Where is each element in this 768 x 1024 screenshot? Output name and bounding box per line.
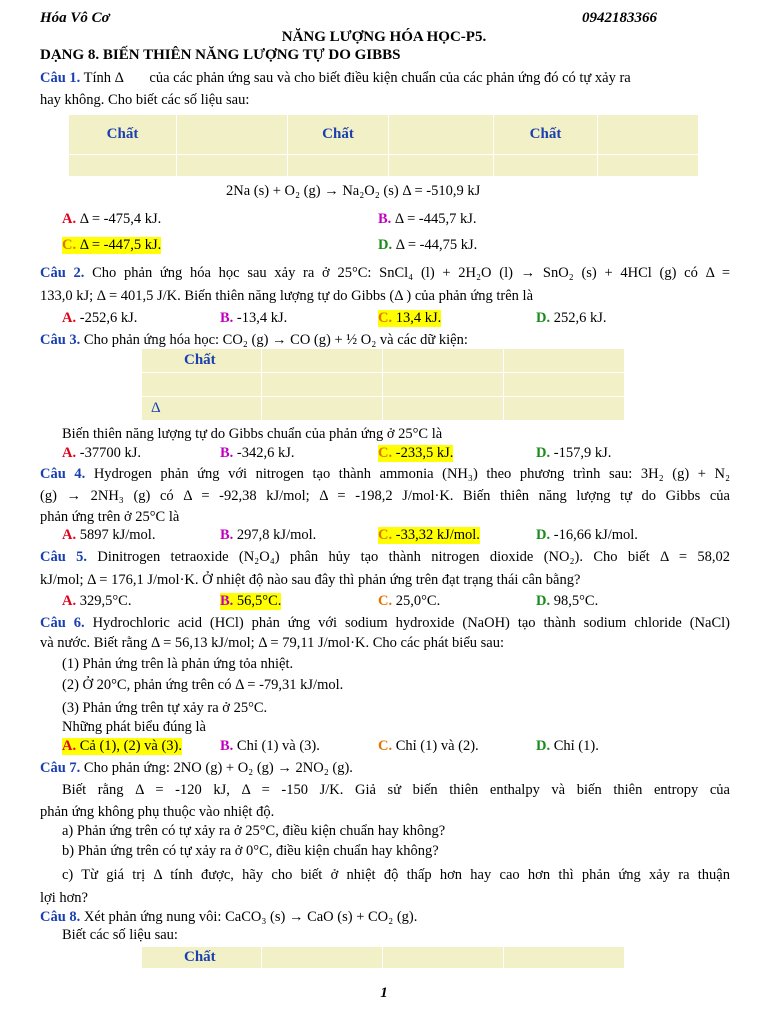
q3-line1: Câu 3. Cho phản ứng hóa học: CO₂ (g) → CO (g) + ½ O₂ và các dữ kiện: xyxy=(40,332,468,348)
q7-part-a: a) Phản ứng trên có tự xảy ra ở 25°C, điều kiện chuẩn hay không? xyxy=(62,823,446,839)
q4-option-b: B. 297,8 kJ/mol. xyxy=(220,527,317,543)
q6-statement-2: (2) Ở 20°C, phản ứng trên có Δ = -79,31 kJ/mol. xyxy=(62,677,344,693)
q4-option-a: A. 5897 kJ/mol. xyxy=(62,527,156,543)
q8-table-header: Chất xyxy=(142,947,262,969)
q5-option-d: D. 98,5°C. xyxy=(536,593,599,609)
q1-data-table xyxy=(68,114,699,177)
header-phone: 0942183366 xyxy=(582,10,657,26)
q7-line3: phản ứng không phụ thuộc vào nhiệt độ. xyxy=(40,804,275,820)
q7-part-b: b) Phản ứng trên có tự xảy ra ở 0°C, điều kiện chuẩn hay không? xyxy=(62,843,439,859)
q3-option-a: A. -37700 kJ. xyxy=(62,445,141,461)
q6-option-b: B. Chỉ (1) và (3). xyxy=(220,738,320,754)
q8-line1: Câu 8. Xét phản ứng nung vôi: CaCO₃ (s) → CaO (s) + CO₂ (g). xyxy=(40,909,418,925)
q2-option-d: D. 252,6 kJ. xyxy=(536,310,607,326)
q3-option-b: B. -342,6 kJ. xyxy=(220,445,295,461)
q3-option-d: D. -157,9 kJ. xyxy=(536,445,612,461)
q2-option-b: B. -13,4 kJ. xyxy=(220,310,288,326)
q1-line2: hay không. Cho biết các số liệu sau: xyxy=(40,92,250,108)
q1-table-header-3: Chất xyxy=(494,115,598,155)
q3-table-delta: Δ xyxy=(142,397,262,421)
q5-option-b: B. 56,5°C. xyxy=(220,593,282,609)
q5-option-a: A. 329,5°C. xyxy=(62,593,132,609)
q4-line1: Câu 4. Hydrogen phản ứng với nitrogen tạo thành ammonia (NH₃) theo phương trình sau: 3H₂ (g) + N₂ xyxy=(40,466,730,482)
q4-line3: phản ứng trên ở 25°C là xyxy=(40,509,180,525)
q1-option-b: B. Δ = -445,7 kJ. xyxy=(378,211,477,227)
q6-option-a: A. Cả (1), (2) và (3). xyxy=(62,738,182,754)
q8-data-table xyxy=(141,946,625,969)
q7-part-c-cont: lợi hơn? xyxy=(40,890,88,906)
q2-line1: Câu 2. Cho phản ứng hóa học sau xảy ra ở 25°C: SnCl₄ (l) + 2H₂O (l) → SnO₂ (s) + 4HCl (g) có Δ = xyxy=(40,265,730,281)
q2-line2: 133,0 kJ; Δ = 401,5 J/K. Biến thiên năng lượng tự do Gibbs (Δ ) của phản ứng trên là xyxy=(40,288,534,304)
q1-reaction: 2Na (s) + O₂ (g) → Na₂O₂ (s) Δ = -510,9 kJ xyxy=(226,183,481,199)
q4-option-d: D. -16,66 kJ/mol. xyxy=(536,527,638,543)
q4-option-c: C. -33,32 kJ/mol. xyxy=(378,527,480,543)
q2-option-a: A. -252,6 kJ. xyxy=(62,310,138,326)
q7-part-c: c) Từ giá trị Δ tính được, hãy cho biết ở nhiệt độ thấp hơn hay cao hơn thì phản ứng xảy ra thuận xyxy=(62,867,730,883)
q5-option-c: C. 25,0°C. xyxy=(378,593,441,609)
q1-table-header-1: Chất xyxy=(69,115,177,155)
q3-data-table xyxy=(141,348,625,421)
q3-line2: Biến thiên năng lượng tự do Gibbs chuẩn của phản ứng ở 25°C là xyxy=(62,426,443,442)
q6-statement-3: (3) Phản ứng trên tự xảy ra ở 25°C. xyxy=(62,700,268,716)
page-number: 1 xyxy=(380,985,388,1001)
q3-option-c: C. -233,5 kJ. xyxy=(378,445,454,461)
header-subject: Hóa Vô Cơ xyxy=(40,10,110,26)
page-title: NĂNG LƯỢNG HÓA HỌC-P5. xyxy=(281,29,487,45)
q6-line1: Câu 6. Hydrochloric acid (HCl) phản ứng với sodium hydroxide (NaOH) tạo thành sodium chloride (NaCl) xyxy=(40,615,730,631)
q5-line1: Câu 5. Dinitrogen tetraoxide (N₂O₄) phân hủy tạo thành nitrogen dioxide (NO₂). Cho biết Δ = 58,02 xyxy=(40,549,730,565)
q8-line2: Biết các số liệu sau: xyxy=(62,927,178,943)
q1-option-a: A. Δ = -475,4 kJ. xyxy=(62,211,162,227)
q3-table-header: Chất xyxy=(142,349,262,373)
q1-option-d: D. Δ = -44,75 kJ. xyxy=(378,237,478,253)
q1-line1: Câu 1. Tính Δ của các phản ứng sau và cho biết điều kiện chuẩn của các phản ứng đó có tự xảy ra xyxy=(40,70,631,86)
section-title: DẠNG 8. BIẾN THIÊN NĂNG LƯỢNG TỰ DO GIBBS xyxy=(40,47,401,63)
q1-table-header-2: Chất xyxy=(288,115,389,155)
q7-line1: Câu 7. Cho phản ứng: 2NO (g) + O₂ (g) → 2NO₂ (g). xyxy=(40,760,353,776)
q6-statement-1: (1) Phản ứng trên là phản ứng tỏa nhiệt. xyxy=(62,656,294,672)
q4-line2: (g) → 2NH₃ (g) có Δ = -92,38 kJ/mol; Δ = -198,2 J/mol·K. Biến thiên năng lượng tự do Gibbs của xyxy=(40,488,730,504)
q6-statement-prompt: Những phát biểu đúng là xyxy=(62,719,206,735)
q5-line2: kJ/mol; Δ = 176,1 J/mol·K. Ở nhiệt độ nào sau đây thì phản ứng trên đạt trạng thái cân bằng? xyxy=(40,572,581,588)
q7-line2: Biết rằng Δ = -120 kJ, Δ = -150 J/K. Giả sử biến thiên enthalpy và biến thiên entropy của xyxy=(62,782,730,798)
q6-option-c: C. Chỉ (1) và (2). xyxy=(378,738,479,754)
q6-option-d: D. Chỉ (1). xyxy=(536,738,599,754)
q2-option-c: C. 13,4 kJ. xyxy=(378,310,442,326)
q6-line2: và nước. Biết rằng Δ = 56,13 kJ/mol; Δ = 79,11 J/mol·K. Cho các phát biểu sau: xyxy=(40,635,504,651)
q1-option-c: C. Δ = -447,5 kJ. xyxy=(62,237,162,253)
